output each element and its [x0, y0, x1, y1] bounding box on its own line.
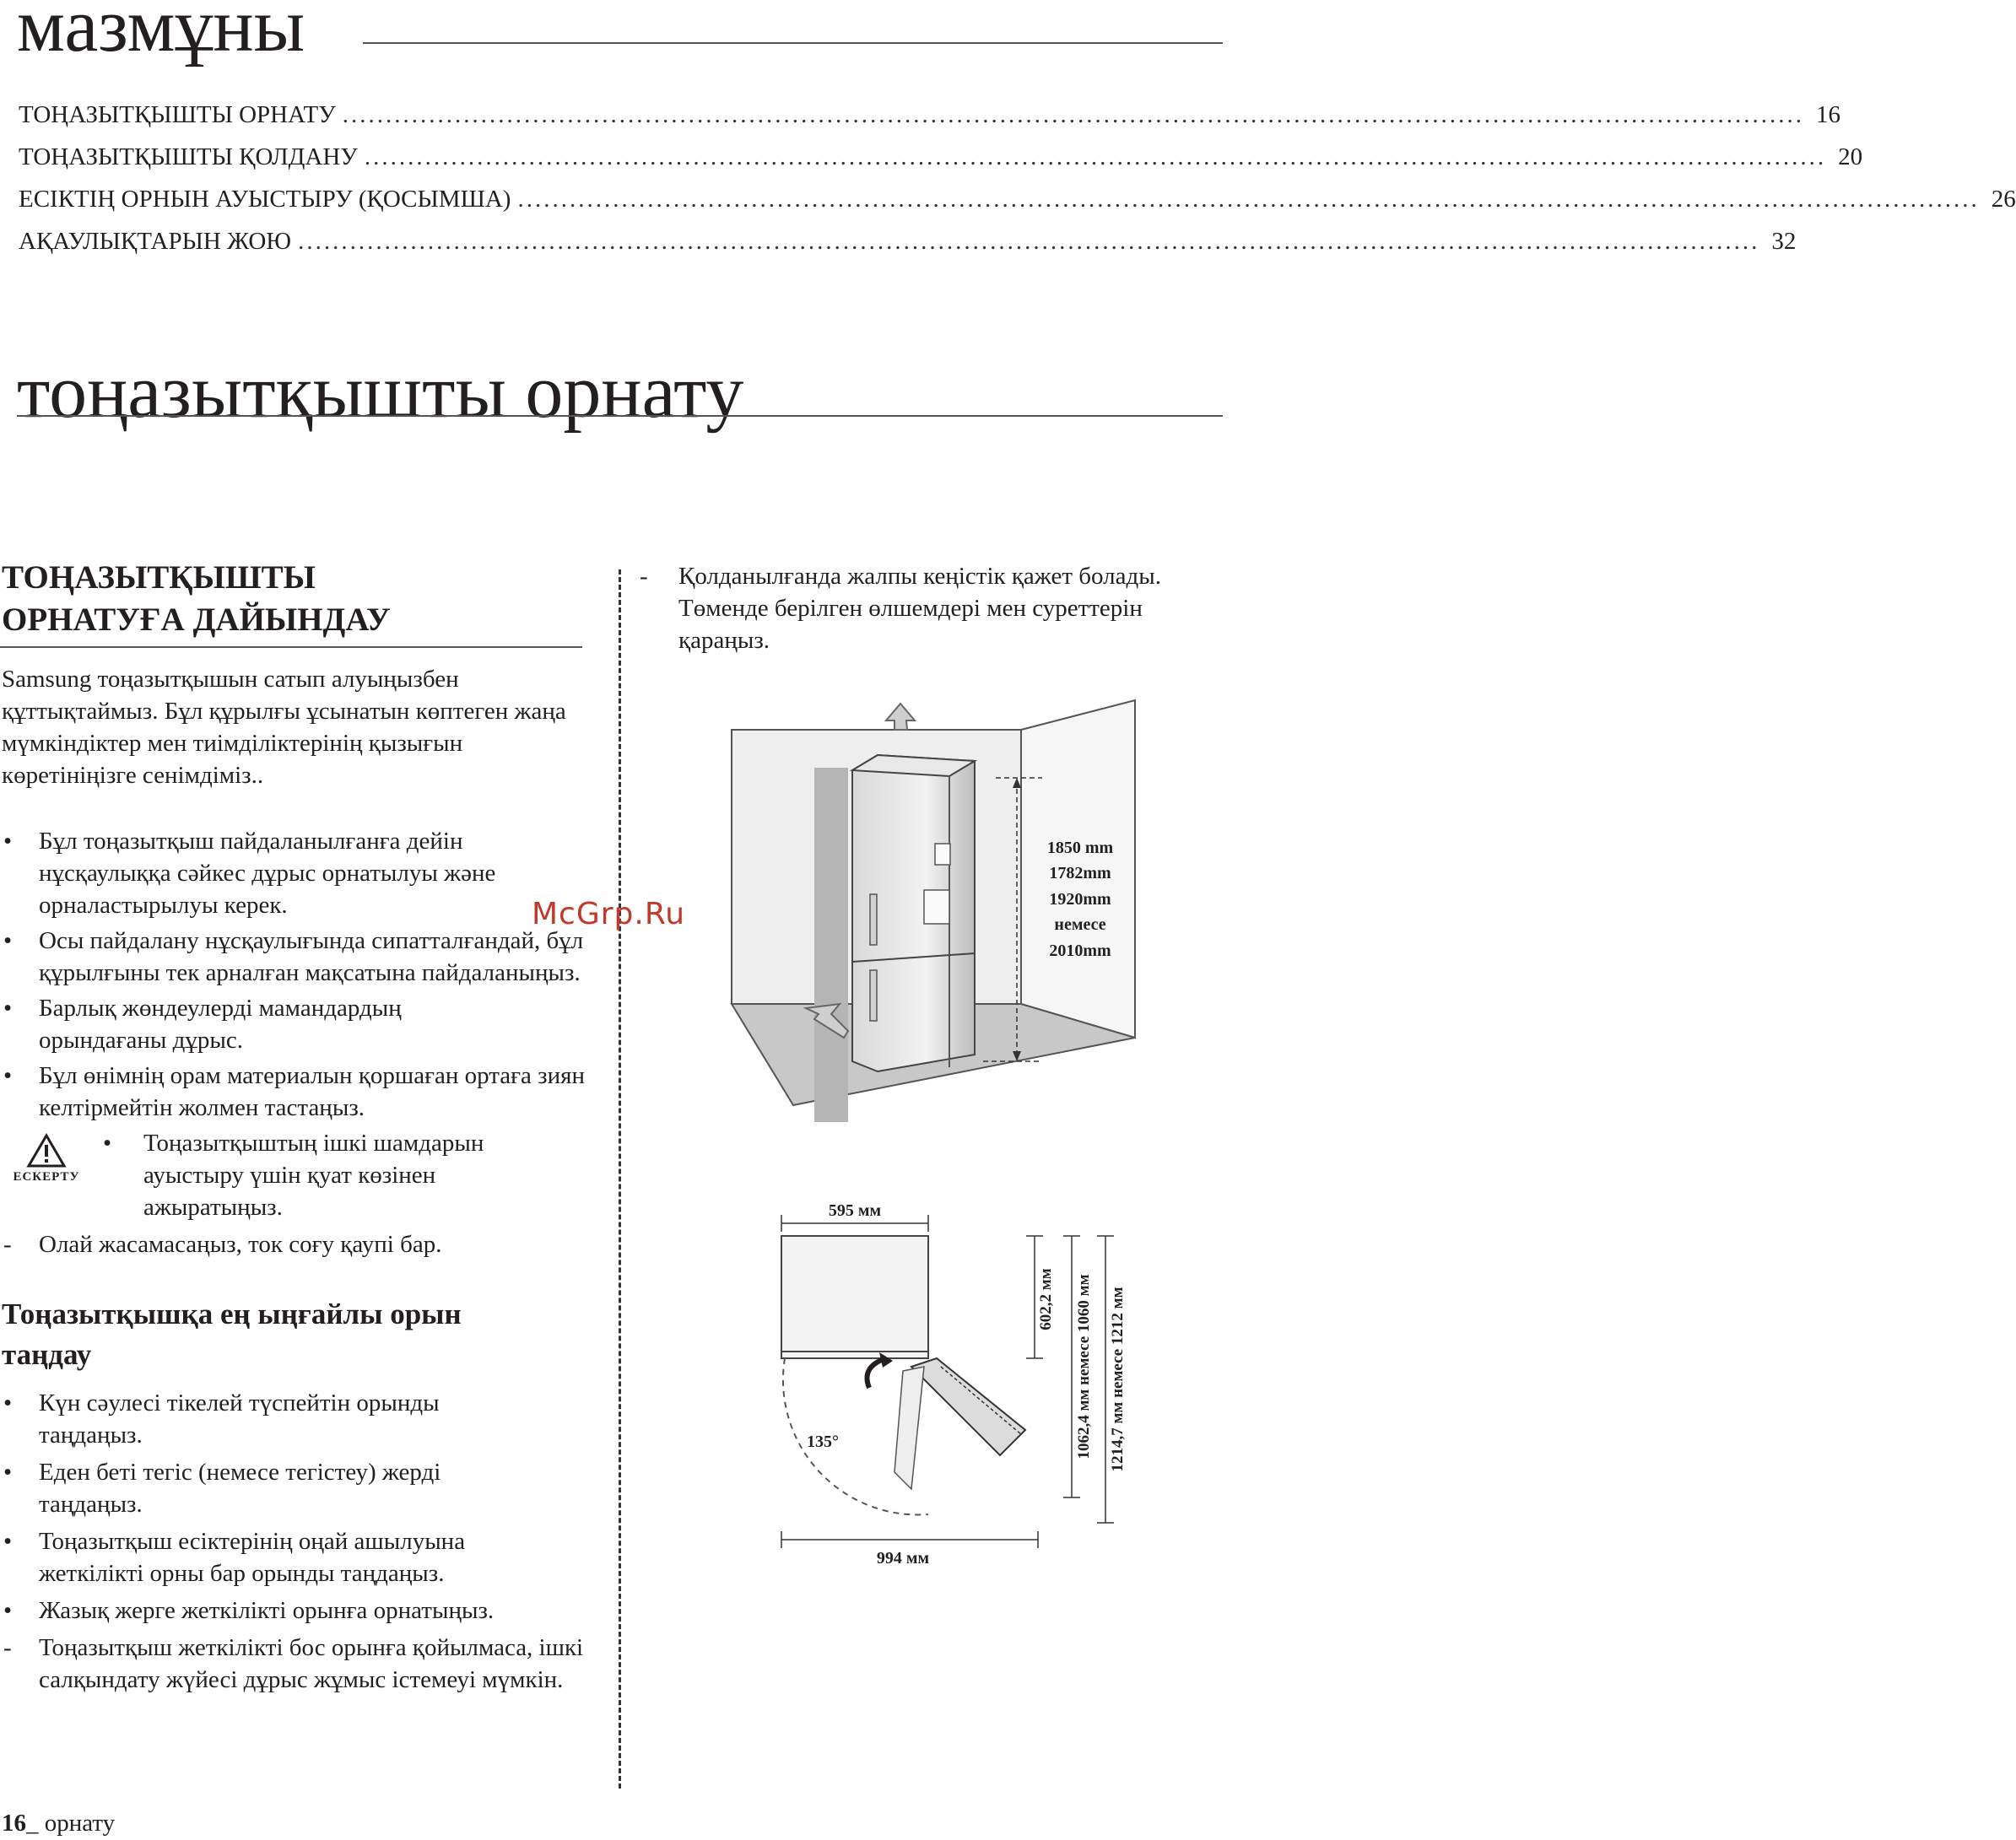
- toc-item-label: ЕСІКТІҢ ОРНЫН АУЫСТЫРУ (ҚОСЫМША): [19, 186, 511, 213]
- page-footer: [2, 1810, 115, 1837]
- height-value: 2010mm: [1049, 942, 1111, 960]
- toc-item-label: ТОҢАЗЫТҚЫШТЫ ҚОЛДАНУ: [19, 143, 358, 170]
- toc-item[interactable]: [19, 228, 1797, 262]
- clearance-note-text: Қолданылғанда жалпы кеңістік қажет болады. Төменде берілген өлшемдері мен суреттерін қараңыз.: [678, 563, 1161, 654]
- prepare-heading-line2: ОРНАТУҒА ДАЙЫНДАУ: [2, 602, 391, 638]
- clearance-note: [640, 560, 1213, 656]
- list-item-text: Барлық жөндеулерді мамандардың орындағаны дұрыс.: [39, 995, 402, 1054]
- footer-page-number: 16: [2, 1810, 26, 1837]
- door-angle-label: 135°: [807, 1433, 839, 1451]
- list-item-text: Бұл тоңазытқыш пайдаланылғанға дейін нұсқаулыққа сәйкес дұрыс орнатылуы және орналастырылуы керек.: [39, 828, 496, 919]
- height-value: 1920mm: [1049, 890, 1111, 909]
- column-divider: [619, 569, 621, 1789]
- list-item-text: Еден беті тегіс (немесе тегістеу) жерді таңдаңыз.: [39, 1459, 441, 1518]
- warning-triangle-icon: [27, 1134, 66, 1168]
- toc-item-page: 16: [1816, 101, 1841, 128]
- caution-label: ЕСКЕРТУ: [13, 1170, 80, 1184]
- list-item: [0, 825, 591, 921]
- list-item-text: Осы пайдалану нұсқаулығында сипатталғандай, бұл құрылғыны тек арналған мақсатына пайдаланыңыз.: [39, 927, 584, 986]
- height-value: немесе: [1054, 915, 1106, 934]
- height-value: 1782mm: [1049, 864, 1111, 882]
- bullet-mark: •: [3, 1459, 13, 1486]
- footer-separator: _: [26, 1810, 39, 1837]
- dash-note-text: Тоңазытқыш жеткілікті бос орынға қойылмаса, ішкі салқындату жүйесі дұрыс жұмыс істемеуі мүмкін.: [39, 1634, 584, 1693]
- contents-title-rule: [363, 42, 1223, 44]
- toc-item-label: АҚАУЛЫҚТАРЫН ЖОЮ: [19, 228, 292, 255]
- list-item: [0, 1060, 591, 1124]
- section-title-rule: [17, 415, 1223, 417]
- width-top-label: 595 мм: [828, 1201, 882, 1220]
- dash-note-text: Олай жасамасаңыз, ток соғу қаупі бар.: [39, 1231, 442, 1258]
- toc-item[interactable]: [19, 101, 1841, 135]
- caution-dash-note: [0, 1228, 591, 1260]
- bullet-mark: •: [3, 1389, 13, 1416]
- dash-mark: -: [640, 563, 648, 590]
- section-title: тоңазытқышты орнату: [17, 350, 744, 434]
- room-clearance-figure: [705, 700, 1223, 1139]
- caution-symbol: [8, 1134, 84, 1184]
- caution-block: [0, 1127, 591, 1228]
- list-item: [0, 992, 495, 1056]
- prepare-heading-line1: ТОҢАЗЫТҚЫШТЫ: [2, 559, 316, 596]
- footer-section: орнату: [44, 1810, 116, 1837]
- dash-mark: -: [3, 1231, 12, 1258]
- bullet-mark: •: [3, 828, 13, 855]
- bullet-mark: •: [103, 1130, 112, 1157]
- list-item-text: Бұл өнімнің орам материалын қоршаған ортаға зиян келтірмейтін жолмен тастаңыз.: [39, 1062, 586, 1121]
- list-item: [0, 1594, 591, 1627]
- dash-mark: -: [3, 1634, 12, 1661]
- prepare-heading: [0, 557, 591, 641]
- toc-item-page: 26: [1991, 186, 2016, 213]
- list-item: [0, 1525, 528, 1589]
- prepare-bullets: [0, 825, 591, 1124]
- bullet-mark: •: [3, 1597, 13, 1624]
- left-column: [0, 557, 591, 1696]
- toc-dot-leader: .........................................................................................................................................................................: [364, 143, 1827, 170]
- bullet-mark: •: [3, 995, 13, 1022]
- list-item: [0, 1456, 511, 1520]
- contents-title: мазмұны: [17, 0, 305, 67]
- intro-paragraph: Samsung тоңазытқышын сатып алуыңызбен құттықтаймыз. Бұл құрылғы ұсынатын көптеген жаңа мүмкіндіктер мен тиімділіктерінің қызығын көретініңізге сенімдіміз..: [2, 666, 566, 789]
- depth-label: 1214,7 мм немесе 1212 мм: [1109, 1287, 1127, 1472]
- list-item-text: Күн сәулесі тікелей түспейтін орынды таңдаңыз.: [39, 1389, 440, 1449]
- watermark: McGrp.Ru: [532, 897, 686, 931]
- toc-dot-leader: .........................................................................................................................................................................: [342, 101, 1805, 128]
- door-swing-figure: [768, 1185, 1139, 1573]
- location-heading: Тоңазытқышқа ең ыңғайлы орын таңдау: [2, 1298, 462, 1371]
- depth-label: 1062,4 мм немесе 1060 мм: [1075, 1274, 1093, 1460]
- toc-item[interactable]: [19, 186, 2016, 219]
- toc-item-label: ТОҢАЗЫТҚЫШТЫ ОРНАТУ: [19, 101, 336, 128]
- list-item-text: Жазық жерге жеткілікті орынға орнатыңыз.: [39, 1597, 495, 1624]
- location-dash-note: [0, 1632, 596, 1696]
- depth-label: 602,2 мм: [1037, 1268, 1055, 1330]
- toc-dot-leader: .........................................................................................................................................................................: [298, 228, 1760, 255]
- toc-item[interactable]: [19, 143, 1863, 177]
- caution-text: Тоңазытқыштың ішкі шамдарын ауыстыру үшін қуат көзінен ажыратыңыз.: [143, 1130, 484, 1221]
- list-item: [0, 1387, 511, 1451]
- list-item-text: Тоңазытқыш есіктерінің оңай ашылуына жеткілікті орны бар орынды таңдаңыз.: [39, 1528, 466, 1587]
- bullet-mark: •: [3, 1062, 13, 1089]
- toc-item-page: 32: [1771, 228, 1797, 255]
- prepare-heading-rule: [0, 646, 582, 648]
- toc-dot-leader: .........................................................................................................................................................................: [517, 186, 1980, 213]
- height-value: 1850 mm: [1046, 839, 1114, 857]
- bullet-mark: •: [3, 1528, 13, 1555]
- location-bullets: [0, 1387, 591, 1696]
- toc-item-page: 20: [1838, 143, 1863, 170]
- list-item: [0, 925, 591, 989]
- width-bottom-label: 994 мм: [876, 1549, 930, 1568]
- bullet-mark: •: [3, 927, 13, 954]
